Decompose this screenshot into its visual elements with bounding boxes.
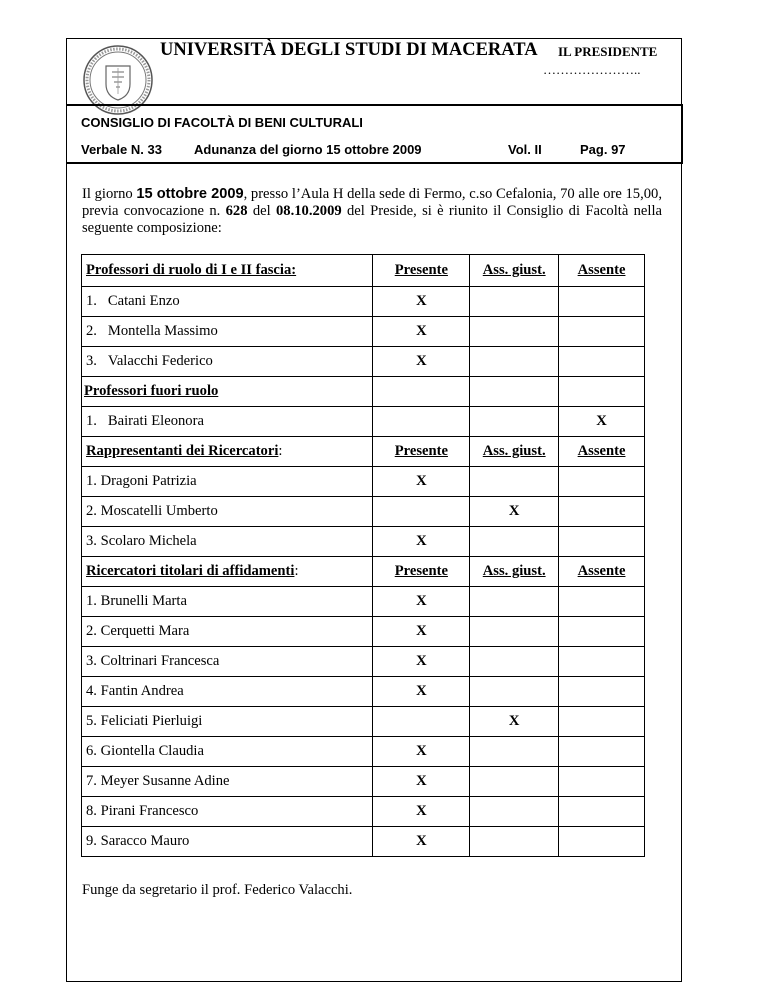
section-header-affiliates: Ricercatori titolari di affidamenti (86, 563, 295, 579)
member-name: Fantin Andrea (100, 683, 184, 699)
table-row: 1. Brunelli Marta X (82, 587, 645, 617)
table-row: 7. Meyer Susanne Adine X (82, 767, 645, 797)
mark-present: X (373, 467, 470, 497)
member-name: Feliciati Pierluigi (100, 713, 203, 729)
column-header-justified: Ass. giust. (470, 255, 559, 287)
signature-line: ………………….. (543, 62, 641, 77)
mark-present: X (373, 827, 470, 857)
member-name: Brunelli Marta (100, 593, 187, 609)
column-header-absent: Assente (559, 255, 645, 287)
volume: Vol. II (508, 142, 542, 157)
mark-present: X (373, 767, 470, 797)
table-row: 2. Cerquetti Mara X (82, 617, 645, 647)
member-name: Cerquetti Mara (100, 623, 190, 639)
member-name: Scolaro Michela (100, 533, 197, 549)
president-label: IL PRESIDENTE (558, 44, 658, 59)
mark-present: X (373, 647, 470, 677)
member-name: Dragoni Patrizia (100, 473, 197, 489)
table-row: 1. Dragoni Patrizia X (82, 467, 645, 497)
column-header-present: Presente (373, 255, 470, 287)
mark-present: X (373, 737, 470, 767)
table-row: 3. Coltrinari Francesca X (82, 647, 645, 677)
table-row (82, 377, 645, 407)
mark-present: X (373, 617, 470, 647)
member-name: Catani Enzo (107, 293, 180, 309)
member-name: Bairati Eleonora (107, 413, 204, 429)
mark-present: X (373, 677, 470, 707)
convocation-number: 628 (225, 203, 248, 219)
page-number: Pag. 97 (580, 142, 626, 157)
table-row: 8. Pirani Francesco X (82, 797, 645, 827)
member-name: Saracco Mauro (100, 833, 190, 849)
university-title: UNIVERSITÀ DEGLI STUDI DI MACERATA (160, 40, 538, 60)
mark-present: X (373, 797, 470, 827)
section-header-emeriti: Professori fuori ruolo (84, 383, 219, 399)
table-row: 3. Scolaro Michela X (82, 527, 645, 557)
mark-justified: X (470, 707, 559, 737)
table-row: 9. Saracco Mauro X (82, 827, 645, 857)
table-row: Ricercatori titolari di affidamenti: Presente Ass. giust. Assente (82, 557, 645, 587)
member-name: Pirani Francesco (100, 803, 199, 819)
member-name: Montella Massimo (107, 323, 218, 339)
mark-absent: X (559, 407, 645, 437)
table-row: 3. Valacchi Federico X (82, 347, 645, 377)
section-header-researchers: Rappresentanti dei Ricercatori (86, 443, 279, 459)
member-name: Valacchi Federico (107, 353, 213, 369)
meeting-date: Adunanza del giorno 15 ottobre 2009 (194, 142, 422, 157)
council-name: CONSIGLIO DI FACOLTÀ DI BENI CULTURALI (81, 115, 363, 130)
table-row: 6. Giontella Claudia X (82, 737, 645, 767)
mark-present: X (373, 587, 470, 617)
table-row: 5. Feliciati Pierluigi X (82, 707, 645, 737)
table-row: 4. Fantin Andrea X (82, 677, 645, 707)
table-row: 2. Moscatelli Umberto X (82, 497, 645, 527)
table-row (82, 255, 645, 287)
mark-present: X (373, 317, 470, 347)
member-name: Giontella Claudia (100, 743, 204, 759)
member-name: Moscatelli Umberto (100, 503, 218, 519)
intro-paragraph: Il giorno 15 ottobre 2009, presso l’Aula H della sede di Fermo, c.so Cefalonia, 70 alle ore 15,00, previa convocazione n. 628 del 08.10.2009 del Preside, si è riunito il Consiglio di Facoltà nella seguente composizione: (82, 186, 662, 236)
secretary-note: Funge da segretario il prof. Federico Valacchi. (82, 882, 353, 898)
table-row: Rappresentanti dei Ricercatori: Presente Ass. giust. Assente (82, 437, 645, 467)
verbale-number: Verbale N. 33 (81, 142, 162, 157)
mark-present: X (373, 527, 470, 557)
member-name: Meyer Susanne Adine (100, 773, 230, 789)
attendance-table (81, 254, 645, 857)
council-header-box (66, 104, 683, 164)
section-header-professors: Professori di ruolo di I e II fascia: (86, 262, 297, 278)
table-row: 1. Bairati Eleonora X (82, 407, 645, 437)
table-row: 1. Catani Enzo X (82, 287, 645, 317)
mark-present: X (373, 347, 470, 377)
member-name: Coltrinari Francesca (100, 653, 220, 669)
mark-present: X (373, 287, 470, 317)
convocation-date: 08.10.2009 (275, 203, 342, 219)
meeting-date-bold: 15 ottobre 2009 (136, 186, 244, 202)
table-row: 2. Montella Massimo X (82, 317, 645, 347)
mark-justified: X (470, 497, 559, 527)
